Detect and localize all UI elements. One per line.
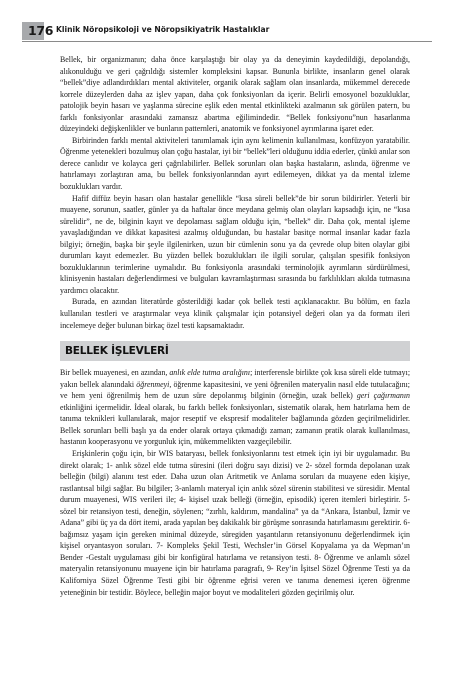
page-number: 176 [28, 23, 54, 38]
emphasis-text: öğrenmeyi [136, 379, 170, 389]
paragraph [60, 367, 410, 448]
paragraph: Burada, en azından literatürde gösterildiği kadar çok bellek testi açıklanacaktır. Bu bölüm, en fazla kullanılan testleri ve araştırmalar veya klinik çalışmalar için potansiyel değeri olan ya da formatı ileri incelemeye değer bulunan birkaç özel testi kapsamaktadır. [60, 297, 410, 330]
emphasis-text: geri çağırmanın [356, 391, 410, 401]
text-run: etkinliğini içermelidir. İdeal olarak, bu farklı bellek fonksiyonları, sistematik olarak, hem hatırlama hem de tanıma teknikleri kullanılarak, major reseptif ve ekspresif modaliteler bağlamında gözden geçirilmelidirler. Bellek sorunları belli başlı ya da ender olarak ortaya çıkmadığı zaman; zamanın pratik olarak kullanılması, hastanın kooperasyonu ve yorgunluk için, mükemmelikten vazgeçilebilir. [60, 402, 410, 447]
text-run: Bir bellek muayenesi, en azından, [60, 368, 170, 378]
text-run: ; interferensle birlikte çok kısa süreli elde tutmayı; yakın bellek alanındaki [60, 368, 411, 389]
running-title: Klinik Nöropsikoloji ve Nöropsikiyatrik Hastalıklar [56, 25, 270, 34]
page-body [60, 54, 410, 598]
paragraph: Birbirinden farklı mental aktiviteleri tanımlamak için aynı kelimenin kullanılması, konfüzyon yaratabilir. Öğrenme yetenekleri bozulmuş olan çoğu hastalar, iyi bir “bellek”leri olduğunu iddia ederler, çünkü anılar son derece canlıdır ve kolayca geri çağrılabilirler. Bellek sorunları olan başka hastaların, aslında, öğrenme ve hatırlamayı zorlaştıran ama, bu bellek fonksiyonlarından ayırt edilemeyen, dikkat ya da mental izleme bozuklukları vardır. [60, 135, 410, 192]
paragraph: Hafif diffüz beyin hasarı olan hastalar genellikle “kısa süreli bellek”de bir sorun bildirirler. Yeterli bir muayene, sorunun, saatler, günler ya da haftalar önce meydana gelmiş olan olayları kapsadığı için, ne “kısa sürelidir”, ne de, bilginin kayıt ve depolaması sağlam olduğu için, “bellek” dir. Daha çok, mental işleme yavaşladığından ve dikkat kapasitesi azalmış olduğundan, bu hastalar basitçe normal insanlar kadar fazla bilgiyi; örneğin, başka bir şeyle ilgilenirken, uzun bir cümlenin sonu ya da çevrede olup biten olaylar gibi durumları kayıt edemezler. Bu yüzden bellek bozuklukları ile ilgili sorular, çalışılan spesifik fonksiyon bozukluklarının terimlerine uymalıdır. Bu fonksiyonla arasındaki terminolojik ayrımların sürdürülmesi, klinisyenin hastaları değerlendirmesi ve bulguları kavramlaştırması sırasında bu farklılıkları akılda tutmasına yardımcı olacaktır. [60, 193, 410, 295]
header-divider [22, 41, 432, 42]
text-run: , öğrenme kapasitesini, ve yeni öğrenilen materyalin nasıl elde tutulacağını; ve hem yeni öğrenilmiş hem de uzun süre depolanmış bilginin (örneğin, uzak bellek) [60, 379, 411, 401]
running-header [0, 22, 453, 40]
paragraph: Bellek, bir organizmanın; daha önce karşılaştığı bir olay ya da deneyimin kaydedildiği, depolandığı, alıkonulduğu ve geri çağrıldığı sistemler kompleksini kapsar. Bununla birlikte, insanların genel olarak “bellek”diye adlandırdıkları mental aktiviteler, organik olarak sağlam olan insanlarda, mükemmel derecede korrele düzeylerden daha az işlev yapan, daha çok fonksiyonları da içerir. Belirli emosyonel bozukluklar, patolojik beyin hasarı ve yaşlanma sürecine eşlik eden mental etkinlikteki azalmanın sık görülen patern, bu farklı fonksiyonlar arasındaki zamansız abartma eğilimindedir. “Bellek fonksiyonu”nun hasarlanma düzeyindeki değişkenlikler ve bunların patternleri, anatomik ve fonksiyonel ayrımlarına işaret eder. [60, 55, 410, 134]
emphasis-text: anlık elde tutma aralığını [169, 368, 251, 378]
section-heading: BELLEK İŞLEVLERİ [65, 345, 169, 358]
paragraph: Erişkinlerin çoğu için, bir WIS bataryası, bellek fonksiyonlarını test etmek için iyi bir uygulamadır. Bu direkt olarak; 1- anlık sözel elde tutma süresini (ileri doğru sayı dizisi) ve 2- sözel formda depolanan uzak belleğin (bilgi) alanını test eder. Daha uzun olan Aritmetik ve Anlama soruları da muayene eden kişiye, rastlantısal bilgi sağlar. Bu bilgiler; 3-anlamlı materyal için anlık sözel sürenin stabilitesi ve süresidir. Mental durum muayenesi, WIS verileri ile; 4- kişisel uzak belleği (örneğin, episodik) içeren itemleri birleştirir. 5- sözel bir retansiyon testi, deneğin, söylenen; “zırhlı, kaldırım, mandalina” ya da “Ankara, İstanbul, İzmir ve Adana” gibi üç ya da dört itemi, arada yapılan beş dakikalık bir görüşme sonrasında hatırlamasını gerektirir. 6- bağımsız yaşam için gereken minimal düzeyde, süregiden yaşantıların retansiyonunu değerlendirmek için kişisel oryantasyon soruları. 7- Kompleks Şekil Testi, Wechsler’in Görsel Kopyalama ya da Wepman’ın Bender -Gestalt uygulaması gibi bir konfigüral hatırlama ve retansiyon testi. 8- Öğrenme ve anlamlı sözel materyalin retansiyonunu muayene için bir hatırlama paragrafı, 9- Rey’in İşitsel Sözel Öğrenme Testi ya da Kaliforniya Sözel Öğrenme Testi gibi bir öğrenme eğrisi veren ve tanıma denemesi içeren öğrenme yeteneğinin bir testidir. Böylece, belleğin major boyut ve modaliteleri gözden geçirilmiş olur. [60, 448, 410, 597]
section-heading-box [60, 341, 410, 361]
